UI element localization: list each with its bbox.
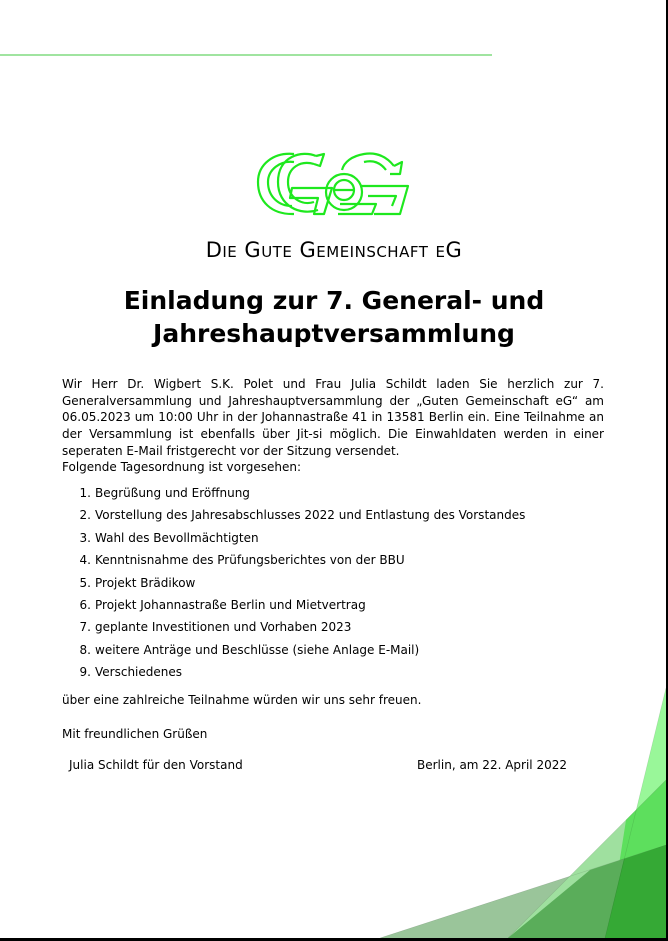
closing-sentence: über eine zahlreiche Teilnahme würden wir uns sehr freuen. bbox=[62, 693, 422, 707]
agenda-item bbox=[62, 596, 525, 618]
organization-logo-icon bbox=[254, 148, 414, 220]
greeting: Mit freundlichen Grüßen bbox=[62, 727, 208, 741]
agenda-item-text: Kenntnisnahme des Prüfungsberichtes von der BBU bbox=[95, 553, 405, 568]
agenda-item bbox=[62, 574, 525, 596]
agenda-item-number: 6. bbox=[79, 597, 91, 612]
agenda-item-text: geplante Investitionen und Vorhaben 2023 bbox=[95, 620, 352, 635]
agenda-item-text: Projekt Johannastraße Berlin und Mietvertrag bbox=[95, 597, 366, 612]
agenda-item-text: Wahl des Bevollmächtigten bbox=[95, 530, 259, 545]
agenda-item-number: 5. bbox=[79, 575, 91, 590]
agenda-item-number: 8. bbox=[79, 642, 91, 657]
place-and-date: Berlin, am 22. April 2022 bbox=[417, 758, 567, 772]
title-line-1: Einladung zur 7. General- und bbox=[123, 286, 545, 315]
agenda-item-number: 2. bbox=[79, 508, 91, 523]
page-title bbox=[60, 284, 608, 350]
agenda-item bbox=[62, 529, 525, 551]
agenda-item-number: 1. bbox=[79, 486, 91, 500]
intro-text: Wir Herr Dr. Wigbert S.K. Polet und Frau Julia Schildt laden Sie herzlich zur 7. Generalversammlung und Jahreshauptversammlung der „Guten Gemeinschaft eG“ am 06.05.2023 um 10:00 Uhr in der Johannastraße 41 in 13581 Berlin ein. Eine Teilnahme an der Versammlung ist ebenfalls über Jit-si möglich. Die Einwahldaten werden in einer seperaten E-Mail fristgerecht vor der Sitzung versendet. bbox=[62, 377, 604, 458]
agenda-item bbox=[62, 484, 525, 506]
agenda-intro: Folgende Tagesordnung ist vorgesehen: bbox=[62, 460, 301, 474]
title-line-2: Jahreshauptversammlung bbox=[153, 319, 515, 348]
agenda-item bbox=[62, 506, 525, 528]
signature: Julia Schildt für den Vorstand bbox=[69, 758, 243, 772]
agenda-item-text: Vorstellung des Jahresabschlusses 2022 und Entlastung des Vorstandes bbox=[95, 508, 526, 523]
agenda-item-number: 3. bbox=[79, 530, 91, 545]
intro-paragraph bbox=[62, 376, 604, 460]
agenda-item-number: 7. bbox=[79, 620, 91, 635]
agenda-item-text: Verschiedenes bbox=[95, 665, 183, 680]
agenda-item bbox=[62, 551, 525, 573]
organization-name: Die Gute Gemeinschaft eG bbox=[205, 238, 463, 262]
agenda-item bbox=[62, 641, 525, 663]
agenda-item-number: 9. bbox=[79, 665, 91, 680]
agenda-item bbox=[62, 663, 525, 685]
agenda-item-text: weitere Anträge und Beschlüsse (siehe Anlage E-Mail) bbox=[95, 642, 420, 657]
agenda-item-text: Projekt Brädikow bbox=[95, 575, 196, 590]
agenda-item-text: Begrüßung und Eröffnung bbox=[95, 486, 250, 500]
agenda-item-number: 4. bbox=[79, 553, 91, 568]
top-accent-rule bbox=[0, 54, 492, 56]
agenda-item bbox=[62, 618, 525, 640]
agenda-list bbox=[62, 484, 525, 686]
